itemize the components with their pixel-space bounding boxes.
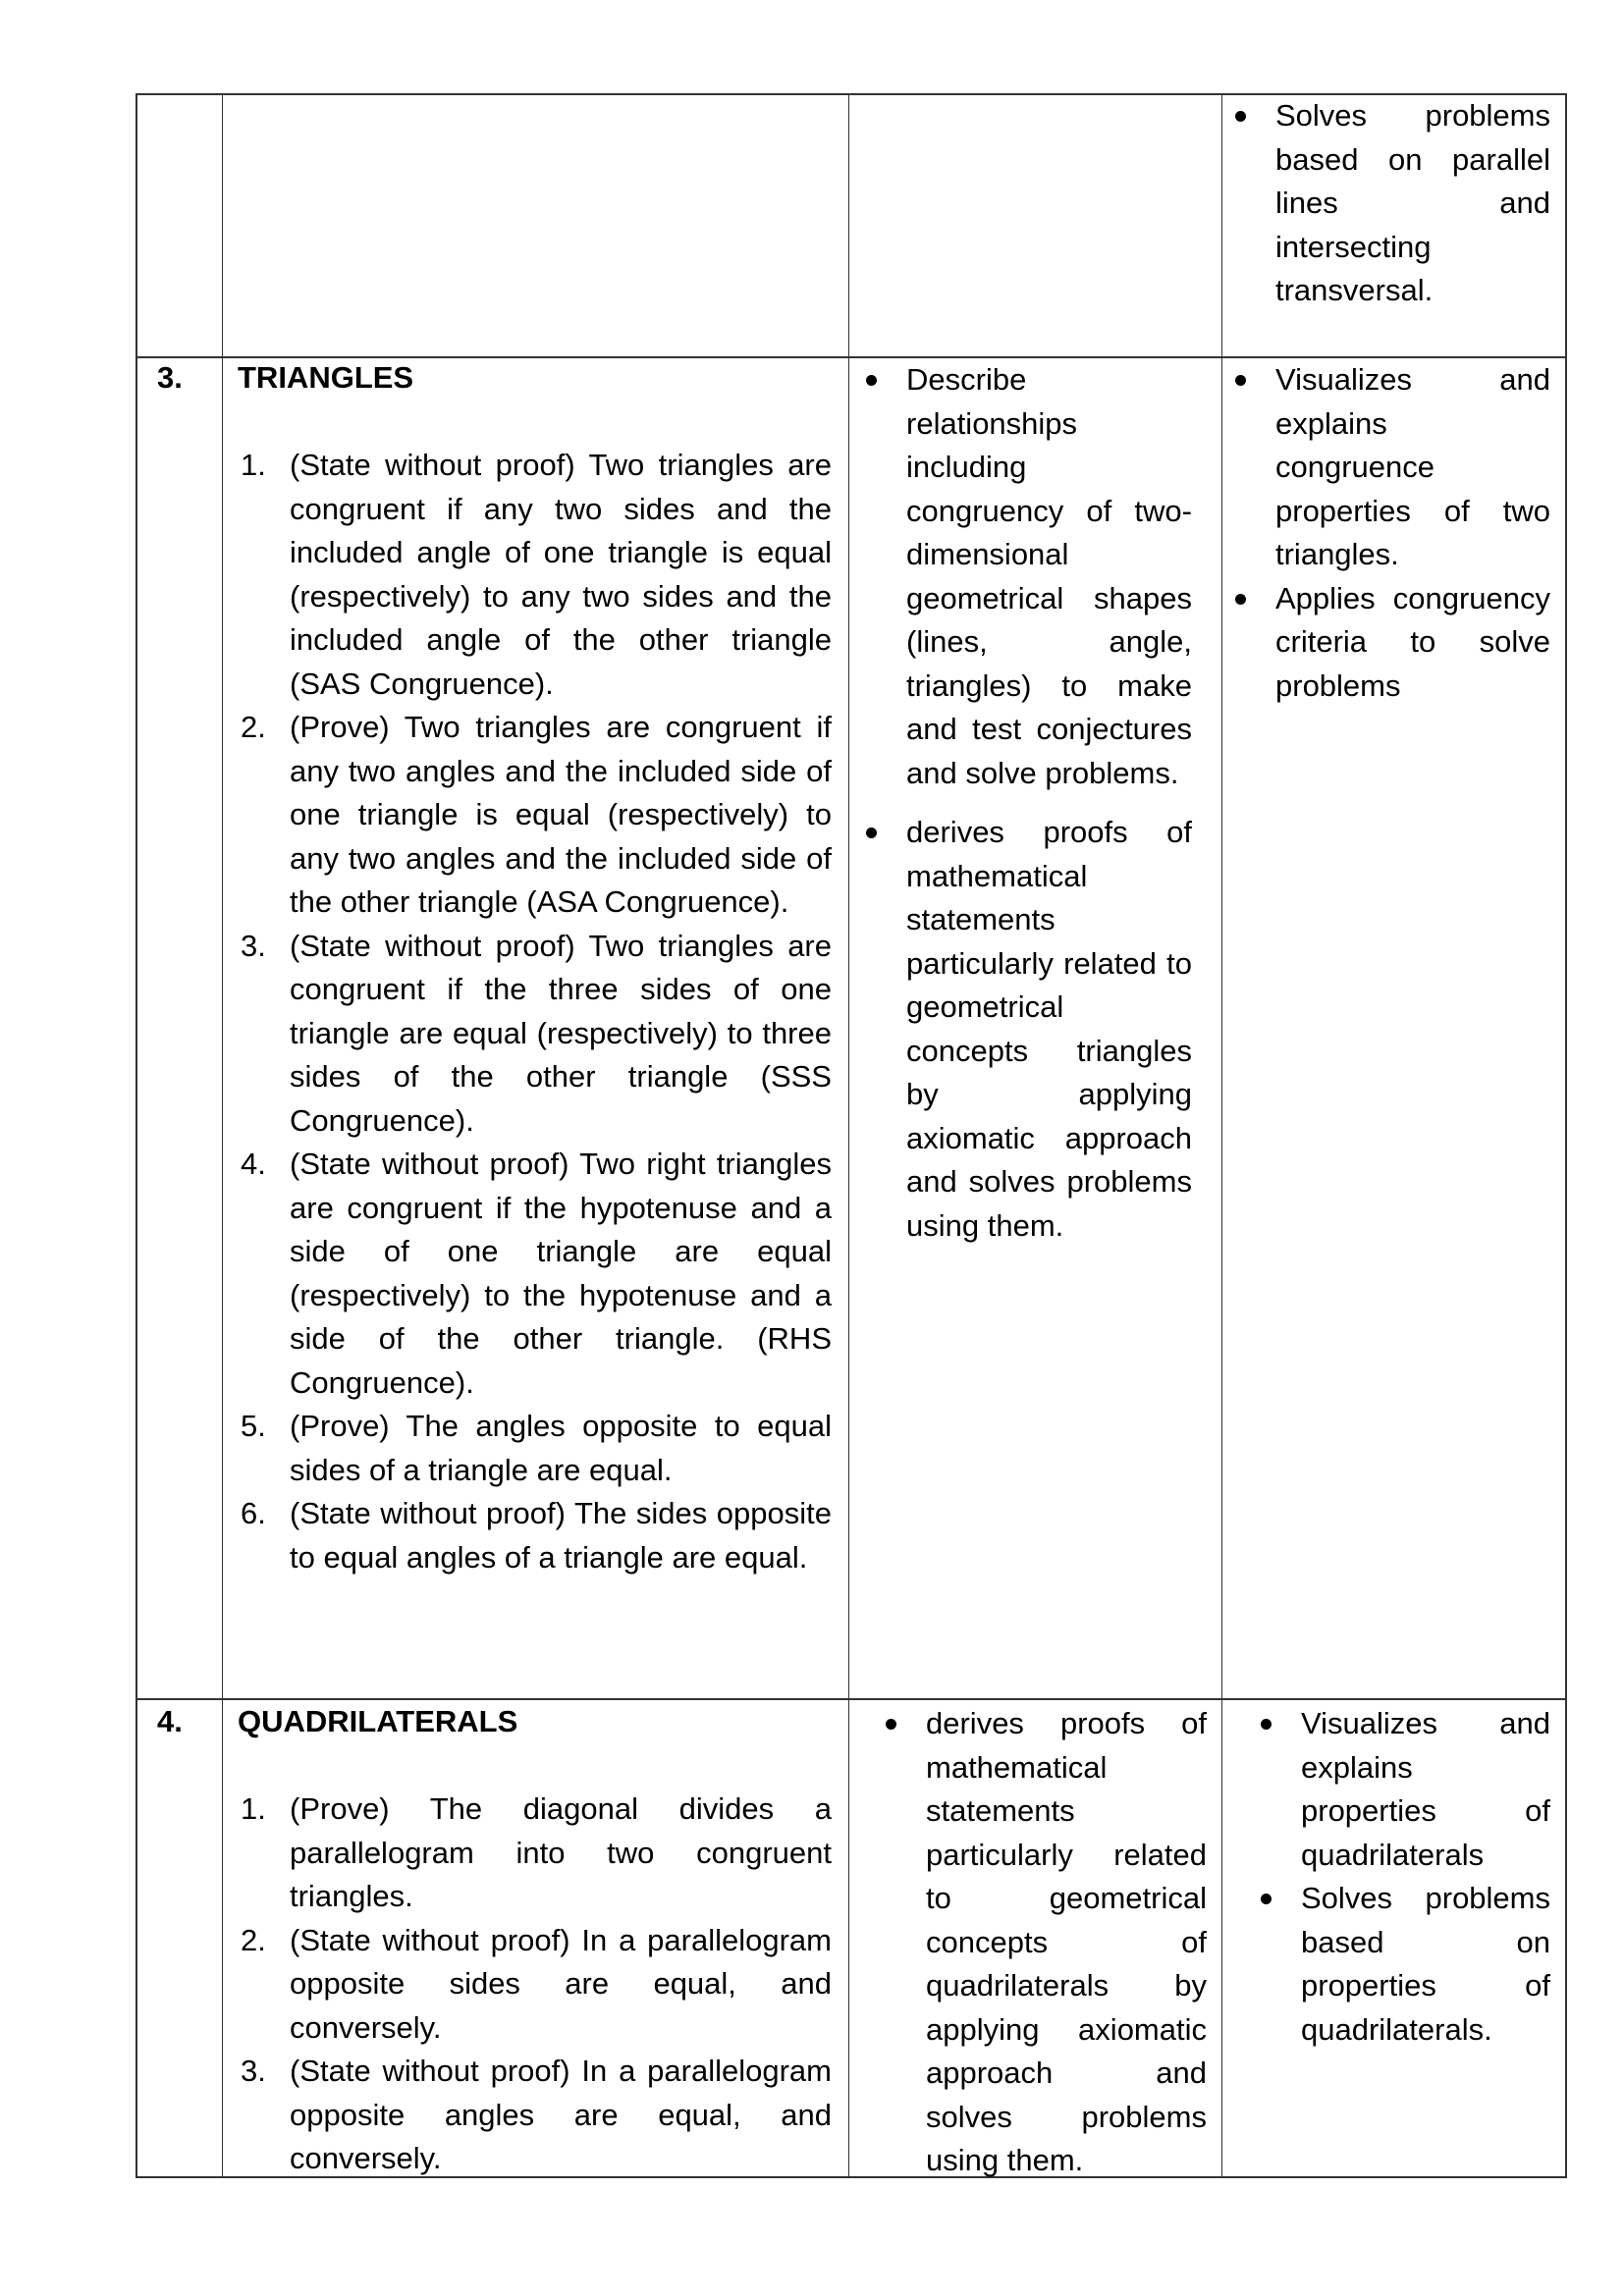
list-item <box>1301 1877 1550 2052</box>
outcome-text: derives proofs of mathematical statements particularly related to geometrical concepts of quadrilaterals by applying axiomatic approach and solves problems using them. <box>926 1706 1207 2177</box>
content-list <box>241 1788 832 2181</box>
list-item <box>1301 1702 1550 1877</box>
item-number: 3. <box>241 928 266 963</box>
item-text: (State without proof) In a parallelogram opposite angles are equal, and conversely. <box>290 2054 832 2175</box>
list-item <box>906 358 1192 795</box>
skill-text: Applies congruency criteria to solve problems <box>1275 580 1550 703</box>
bullet-icon <box>1235 375 1246 386</box>
column-divider <box>1221 95 1222 2176</box>
item-number: 1. <box>241 448 266 482</box>
skill-text: Solves problems based on properties of quadrilaterals. <box>1301 1881 1550 2047</box>
skill-text: Visualizes and explains properties of quadrilaterals <box>1301 1706 1550 1872</box>
row-number: 3. <box>157 360 183 395</box>
item-number: 5. <box>241 1409 266 1443</box>
content-list <box>241 444 832 1579</box>
item-text: (State without proof) Two triangles are congruent if the three sides of one triangle are equal (respectively) to three sides of the other triangle (SSS Congruence). <box>290 928 832 1138</box>
bullet-icon <box>866 375 877 386</box>
item-text: (Prove) The diagonal divides a parallelogram into two congruent triangles. <box>290 1791 832 1913</box>
skill-text: Solves problems based on parallel lines and intersecting transversal. <box>1275 98 1550 307</box>
topic-title: QUADRILATERALS <box>238 1704 518 1738</box>
list-item <box>241 1143 832 1405</box>
list-item <box>241 1919 832 2051</box>
item-number: 1. <box>241 1791 266 1826</box>
item-number: 2. <box>241 1922 266 1957</box>
outcomes-list <box>906 358 1192 1248</box>
item-text: (State without proof) In a parallelogram opposite sides are equal, and conversely. <box>290 1922 832 2045</box>
list-item <box>1275 94 1550 313</box>
list-item <box>926 1702 1207 2183</box>
bullet-icon <box>886 1719 896 1730</box>
bullet-icon <box>1235 594 1246 605</box>
bullet-icon <box>1261 1719 1272 1730</box>
item-number: 4. <box>241 1147 266 1181</box>
item-text: (State without proof) Two triangles are congruent if any two sides and the included angle of one triangle is equal (respectively) to any two sides and the included angle of the other triangle (SAS Congruence). <box>290 448 832 701</box>
list-item <box>906 811 1192 1248</box>
list-item <box>241 1405 832 1492</box>
column-divider <box>222 95 223 2176</box>
list-item <box>1275 577 1550 709</box>
list-item <box>1275 358 1550 577</box>
item-text: (Prove) The angles opposite to equal sides of a triangle are equal. <box>290 1409 832 1487</box>
skills-list <box>1275 94 1550 313</box>
list-item <box>241 444 832 706</box>
bullet-icon <box>1261 1894 1272 1904</box>
outcomes-list <box>926 1702 1207 2183</box>
topic-title: TRIANGLES <box>238 360 414 395</box>
item-number: 6. <box>241 1496 266 1530</box>
skills-list <box>1275 358 1550 708</box>
row-number: 4. <box>157 1704 183 1738</box>
list-item <box>241 706 832 925</box>
list-item <box>241 1492 832 1579</box>
column-divider <box>848 95 849 2176</box>
bullet-icon <box>1235 111 1246 122</box>
list-item <box>241 1788 832 1919</box>
item-text: (State without proof) Two right triangles are congruent if the hypotenuse and a side of one triangle are equal (respectively) to the hypotenuse and a side of the other triangle. (RHS Congruence). <box>290 1147 832 1400</box>
item-text: (Prove) Two triangles are congruent if any two angles and the included side of one triangle is equal (respectively) to any two angles and the included side of the other triangle (ASA Congruence). <box>290 710 832 919</box>
list-item <box>241 925 832 1144</box>
bullet-icon <box>866 828 877 838</box>
skill-text: Visualizes and explains congruence properties of two triangles. <box>1275 362 1550 571</box>
item-text: (State without proof) The sides opposite to equal angles of a triangle are equal. <box>290 1496 832 1575</box>
outcome-text: Describe relationships including congruency of two-dimensional geometrical shapes (lines, angle, triangles) to make and test conjectures and solve problems. <box>906 362 1192 790</box>
list-item <box>241 2050 832 2181</box>
item-number: 2. <box>241 710 266 744</box>
spacer <box>906 795 1192 811</box>
item-number: 3. <box>241 2054 266 2088</box>
outcome-text: derives proofs of mathematical statements particularly related to geometrical concepts triangles by applying axiomatic approach and solves problems using them. <box>906 815 1192 1243</box>
skills-list <box>1301 1702 1550 2052</box>
